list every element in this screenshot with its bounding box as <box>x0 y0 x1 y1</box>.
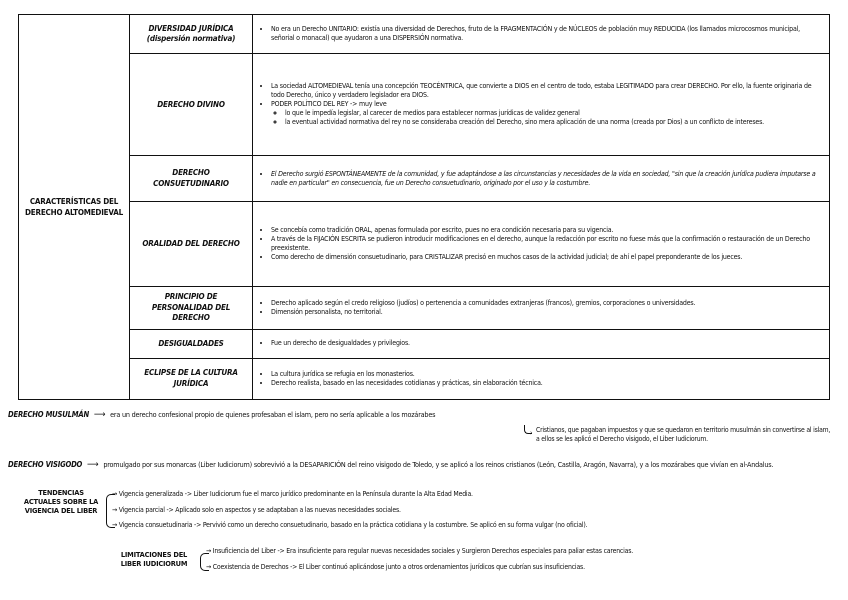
row-label: DESIGUALDADES <box>130 330 253 358</box>
limitaciones-label: LIMITACIONES DEL LIBER IUDICIORUM <box>120 550 188 568</box>
list-item: • Se concebía como tradición ORAL, apenas formulada por escrito, pues no era condición necesaria para su vigencia. <box>271 226 823 235</box>
row-description <box>253 15 830 54</box>
row-description <box>253 202 830 287</box>
table-row <box>19 54 830 156</box>
list-item: • Como derecho de dimensión consuetudinario, para CRISTALIZAR precisó en muchos casos de la actividad judicial; de ahí el papel preponderante de los jueces. <box>271 253 823 262</box>
row-label: PRINCIPIO DE PERSONALIDAD DEL DERECHO <box>130 286 253 330</box>
list-item: • Derecho aplicado según el credo religioso (judíos) o pertenencia a comunidades extranjeras (francos), gremios, corporaciones o universidades. <box>271 299 823 308</box>
row-label: DIVERSIDAD JURÍDICA (dispersión normativa) <box>130 15 253 54</box>
table-row <box>19 330 830 358</box>
tendencia-text: Vigencia generalizada -> Liber Iudiciorum fue el marco jurídico predominante en la Península durante la Alta Edad Media. <box>118 490 473 498</box>
tendencia-text: Vigencia consuetudinaria -> Pervivió como un derecho consuetudinario, basado en la práctica cotidiana y la costumbre. Se aplicó en su forma vulgar (no oficial). <box>118 521 588 529</box>
list-item: • La sociedad ALTOMEDIEVAL tenía una concepción TEOCÉNTRICA, que convierte a DIOS en el centro de todo, estaba LEGITIMADO para crear DERECHO. Por ello, la fuente originaria de todo Derecho, único y verdadero legislador era DIOS. <box>271 82 823 100</box>
limitacion-text: Insuficiencia del Liber -> Era insuficiente para regular nuevas necesidades sociales y Surgieron Derechos especiales para paliar estas carencias. <box>212 547 634 555</box>
list-item: • Derecho realista, basado en las necesidades cotidianas y prácticas, sin elaboración técnica. <box>271 379 823 388</box>
row-label: DERECHO DIVINO <box>130 54 253 156</box>
row-description <box>253 286 830 330</box>
characteristics-table <box>18 14 830 400</box>
row-label: ECLIPSE DE LA CULTURA JURÍDICA <box>130 358 253 399</box>
row-description <box>253 54 830 156</box>
list-item: • A través de la FIJACIÓN ESCRITA se pudieron introducir modificaciones en el derecho, aunque la redacción por escrito no fuese más que la confirmación o restauración de un Derecho preexistente. <box>271 235 823 253</box>
limitacion-item: → Coexistencia de Derechos -> El Liber continuó aplicándose junto a otros ordenamientos jurídicos que cubrían sus insuficiencias. <box>206 563 585 571</box>
derecho-musulman-line <box>8 410 435 420</box>
list-item: • La cultura jurídica se refugia en los monasterios. <box>271 370 823 379</box>
tendencia-item: → Vigencia parcial -> Aplicado solo en aspectos y se adaptaban a las nuevas necesidades sociales. <box>112 506 401 514</box>
arrow-right-icon: ⟶ <box>93 410 106 420</box>
mozarabes-note: Cristianos, que pagaban impuestos y que se quedaron en territorio musulmán sin convertirse al islam, a ellos se les aplicó el Derecho visigodo, el Liber Iudiciorum. <box>536 426 831 443</box>
row-description <box>253 330 830 358</box>
tendencias-label: TENDENCIAS ACTUALES SOBRE LA VIGENCIA DEL LIBER <box>23 488 99 515</box>
tendencia-item: → Vigencia consuetudinaria -> Pervivió como un derecho consuetudinario, basado en la práctica cotidiana y la costumbre. Se aplicó en su forma vulgar (no oficial). <box>112 521 588 529</box>
row-label: DERECHO CONSUETUDINARIO <box>130 156 253 202</box>
limitacion-item: → Insuficiencia del Liber -> Era insuficiente para regular nuevas necesidades sociales y Surgieron Derechos especiales para paliar estas carencias. <box>206 547 634 555</box>
list-item: • El Derecho surgió ESPONTÁNEAMENTE de la comunidad, y fue adaptándose a las circunstancias y necesidades de la vida en sociedad, "sin que la creación jurídica pudiera imputarse a nadie en particular" en consecuencia, fue un Derecho consuetudinario, originado por el uso y la costumbre. <box>271 170 823 188</box>
limitacion-text: Coexistencia de Derechos -> El Liber continuó aplicándose junto a otros ordenamientos jurídicos que cubrían sus insuficiencias. <box>212 563 585 571</box>
list-item: • No era un Derecho UNITARIO: existía una diversidad de Derechos, fruto de la FRAGMENTACIÓN y de NÚCLEOS de población muy REDUCIDA (los llamados microcosmos municipal, señorial o monacal) que ayudaron a una DISPERSIÓN normativa. <box>271 25 823 43</box>
table-row <box>19 286 830 330</box>
row-label: ORALIDAD DEL DERECHO <box>130 202 253 287</box>
category-cell: CARACTERÍSTICAS DEL DERECHO ALTOMEDIEVAL <box>19 15 130 400</box>
tendencia-text: Vigencia parcial -> Aplicado solo en aspectos y se adaptaban a las nuevas necesidades sociales. <box>118 506 401 514</box>
table-row <box>19 358 830 399</box>
list-item: • Fue un derecho de desigualdades y privilegios. <box>271 339 823 348</box>
derecho-visigodo-line <box>8 460 834 470</box>
sub-list-item: ◦ la eventual actividad normativa del rey no se consideraba creación del Derecho, sino mera aplicación de una norma (creada por Dios) a un conflicto de intereses. <box>285 118 823 127</box>
arrow-head-icon: › <box>530 429 533 437</box>
tendencia-item: → Vigencia generalizada -> Liber Iudiciorum fue el marco jurídico predominante en la Península durante la Alta Edad Media. <box>112 490 473 498</box>
list-item: • Dimensión personalista, no territorial. <box>271 308 823 317</box>
derecho-visigodo-text: promulgado por sus monarcas (Liber Iudiciorum) sobrevivió a la DESAPARICIÓN del reino visigodo de Toledo, y se aplicó a los reinos cristianos (León, Castilla, Aragón, Navarra), y a los mozárabes que vivían en al-Andalus. <box>103 460 774 469</box>
table-row <box>19 15 830 54</box>
list-item <box>271 100 823 127</box>
derecho-visigodo-label: DERECHO VISIGODO <box>8 460 83 469</box>
table-row <box>19 156 830 202</box>
row-description <box>253 358 830 399</box>
arrow-right-icon: ⟶ <box>87 460 99 470</box>
row-description <box>253 156 830 202</box>
derecho-musulman-text: era un derecho confesional propio de quienes profesaban el islam, pero no sería aplicable a los mozárabes <box>110 410 436 419</box>
sub-list-item: ◦ lo que le impedía legislar, al carecer de medios para establecer normas jurídicas de validez general <box>285 109 823 118</box>
table-row <box>19 202 830 287</box>
derecho-musulman-label: DERECHO MUSULMÁN <box>8 410 89 419</box>
list-item-text: PODER POLÍTICO DEL REY -> muy leve <box>271 100 387 109</box>
